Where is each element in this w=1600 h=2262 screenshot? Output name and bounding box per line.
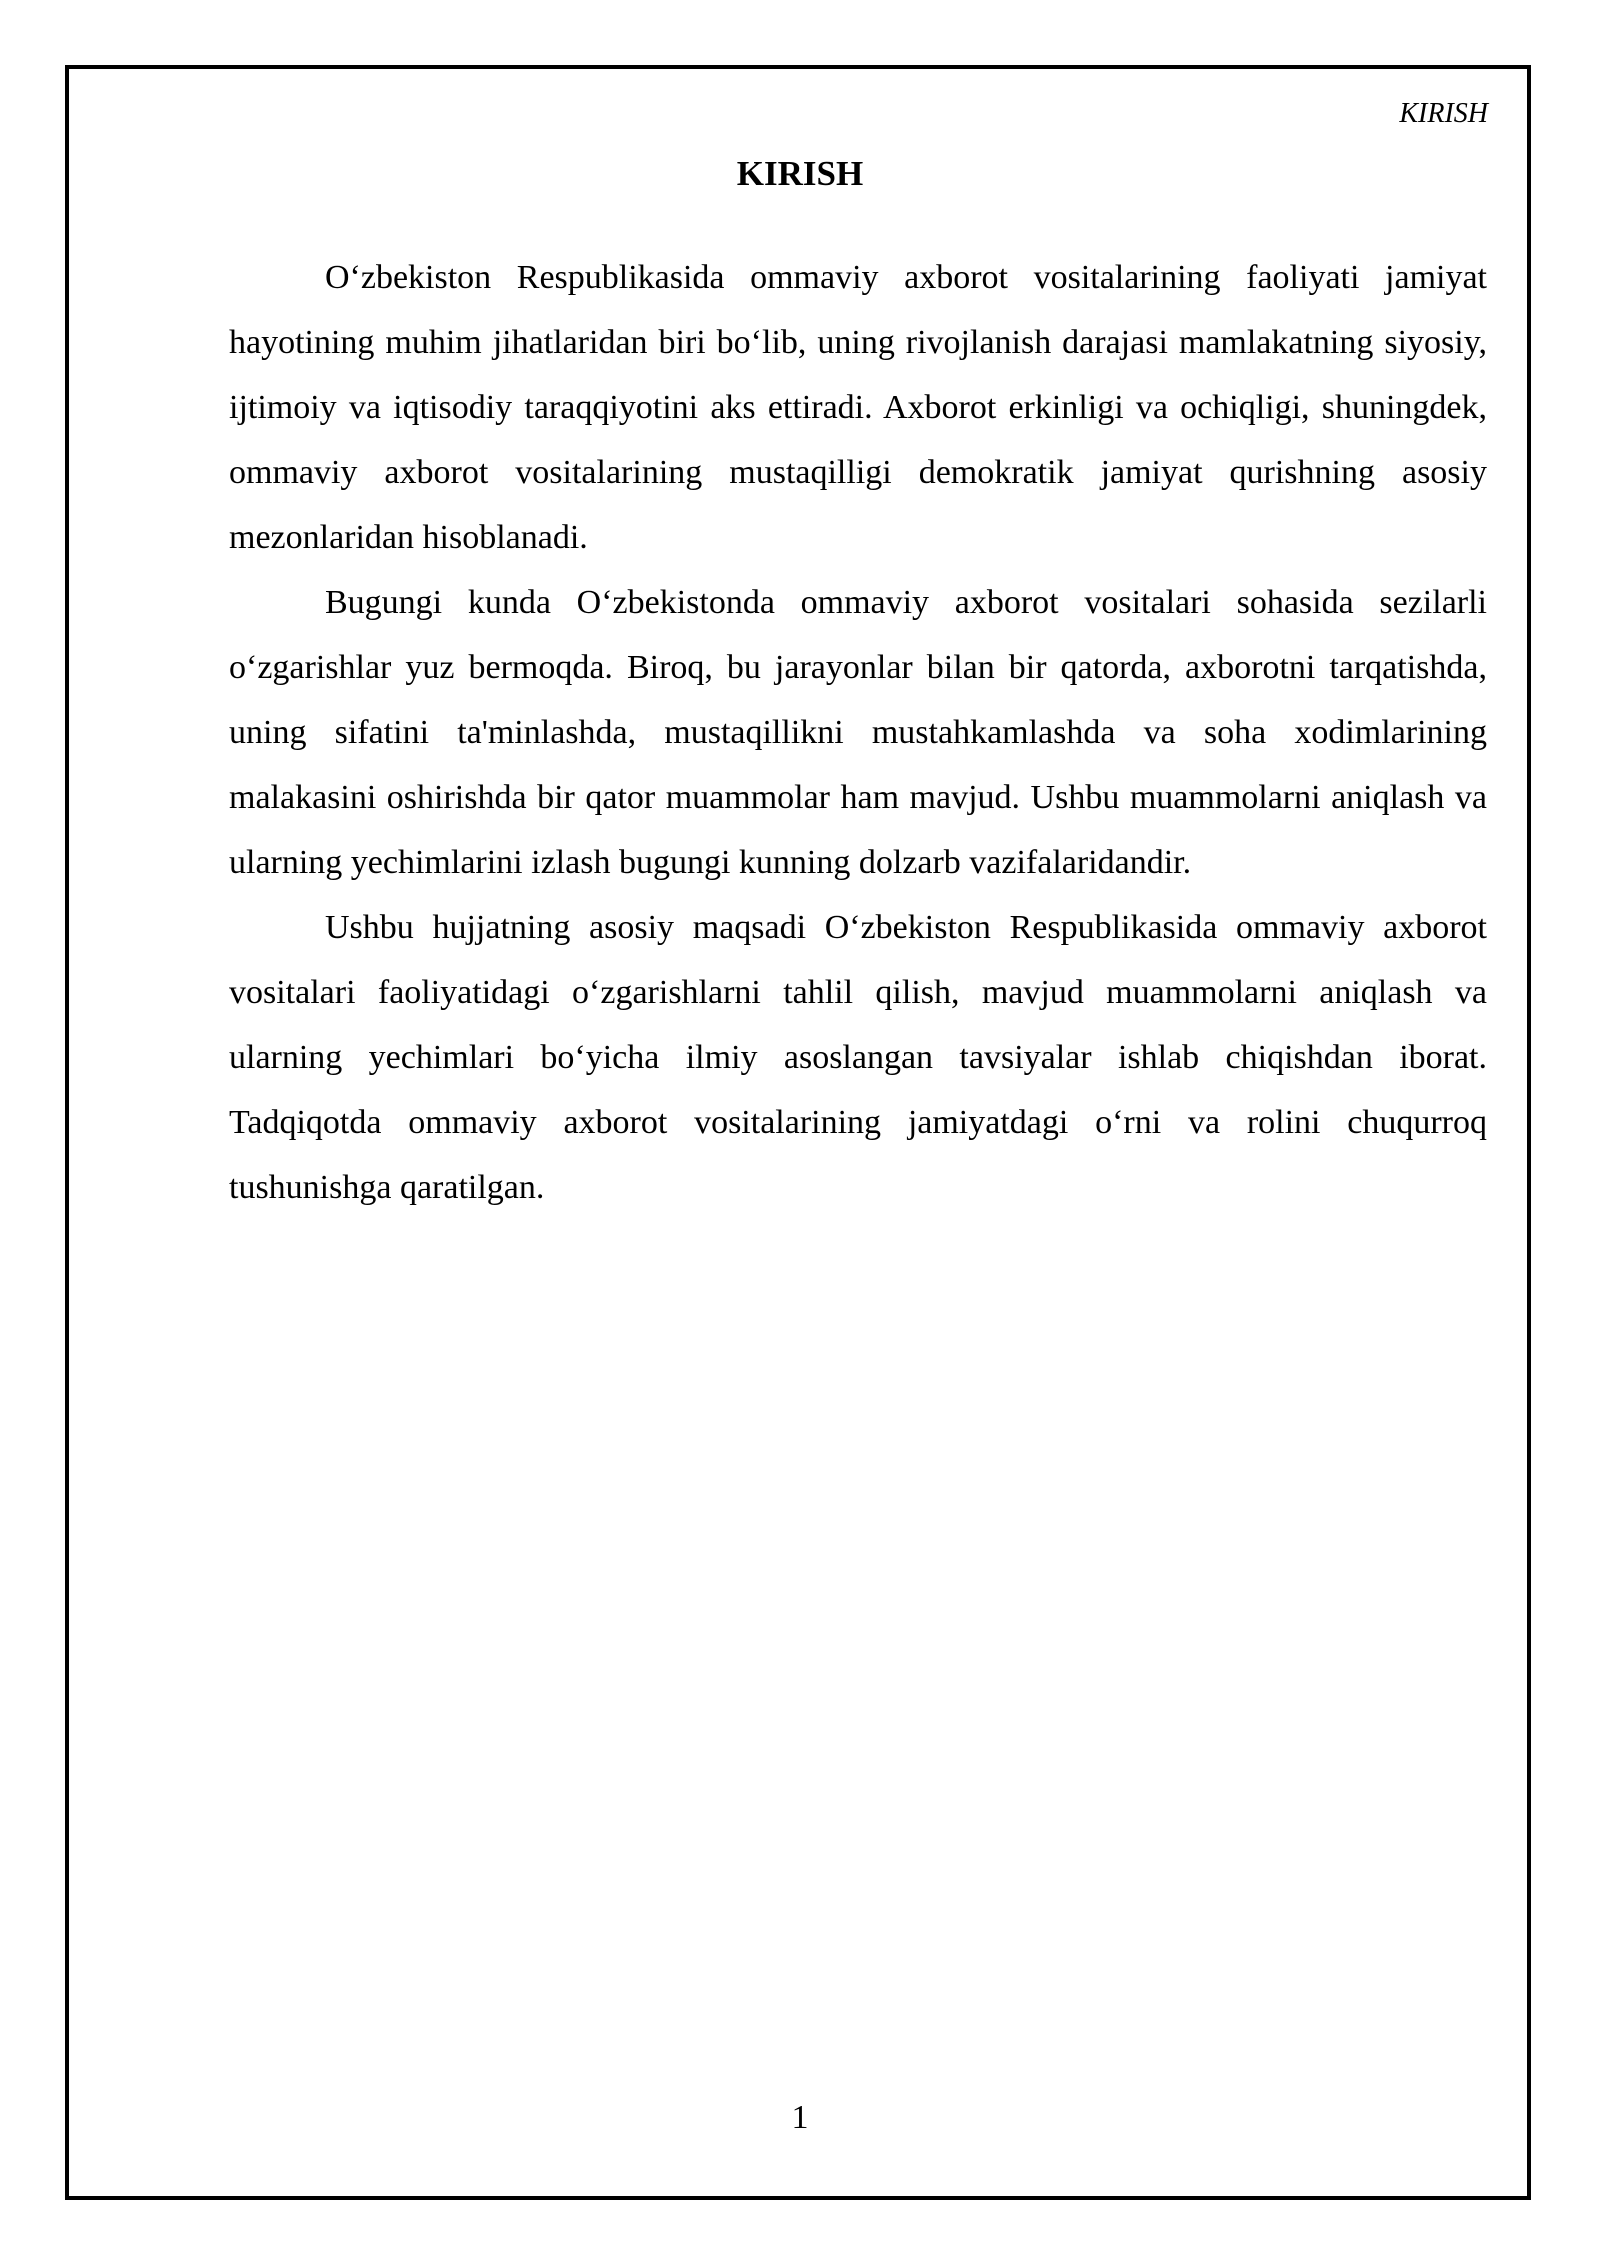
paragraph-2: Bugungi kunda O‘zbekistonda ommaviy axborot vositalari sohasida sezilarli o‘zgarishlar yuz bermoqda. Biroq, bu jarayonlar bilan bir qatorda, axborotni tarqatishda, uning sifatini ta'minlashda, mustaqillikni mustahkamlashda va soha xodimlarining malakasini oshirishda bir qator muammolar ham mavjud. Ushbu muammolarni aniqlash va ularning yechimlarini izlash bugungi kunning dolzarb vazifalaridandir. xyxy=(229,584,1487,881)
page-title: KIRISH xyxy=(736,154,864,193)
page-number: 1 xyxy=(791,2099,809,2136)
paragraph-1: O‘zbekiston Respublikasida ommaviy axborot vositalarining faoliyati jamiyat hayotining muhim jihatlaridan biri bo‘lib, uning rivojlanish darajasi mamlakatning siyosiy, ijtimoiy va iqtisodiy taraqqiyotini aks ettiradi. Axborot erkinligi va ochiqligi, shuningdek, ommaviy axborot vositalarining mustaqilligi demokratik jamiyat qurishning asosiy mezonlaridan hisoblanadi. xyxy=(229,259,1487,556)
paragraph-3: Ushbu hujjatning asosiy maqsadi O‘zbekiston Respublikasida ommaviy axborot vositalari faoliyatidagi o‘zgarishlarni tahlil qilish, mavjud muammolarni aniqlash va ularning yechimlari bo‘yicha ilmiy asoslangan tavsiyalar ishlab chiqishdan iborat. Tadqiqotda ommaviy axborot vositalarining jamiyatdagi o‘rni va rolini chuqurroq tushunishga qaratilgan. xyxy=(229,909,1487,1206)
running-header: KIRISH xyxy=(1399,98,1488,129)
body-text xyxy=(229,245,1487,1220)
